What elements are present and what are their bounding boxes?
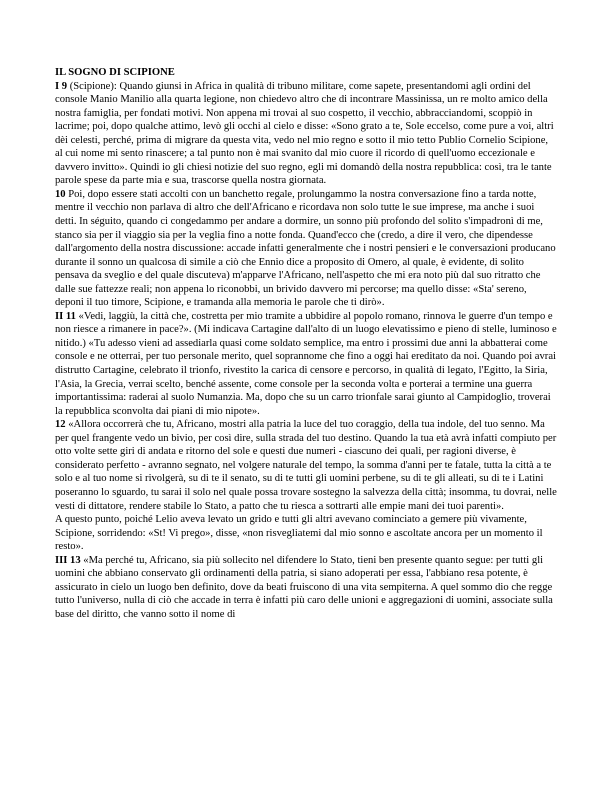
- paragraph-text: «Vedi, laggiù, la città che, costretta per mio tramite a ubbidire al popolo romano, rinnova le guerre d'un tempo e non riesce a rimanere in pace?». (Mi indicava Cartagine dall'alto di un luogo elevatissimo e pieno di stelle, luminoso e nitido.) «Tu adesso vieni ad assediarla quasi come soldato semplice, ma entro i prossimi due anni la abbatterai come console e ne otterrai, per tuo personale merito, quel soprannome che fino a oggi hai ereditato da noi. Quando poi avrai distrutto Cartagine, celebrato il trionfo, rivestito la carica di censore e percorso, in qualità di legato, l'Egitto, la Siria, l'Asia, la Grecia, verrai scelto, benché assente, come console per la seconda volta e porterai a termine una guerra importantissima: raderai al suolo Numanzia. Ma, dopo che su un carro trionfale sarai giunto al Campidoglio, troverai la repubblica sconvolta dai piani di mio nipote».: [55, 310, 557, 417]
- section-number: 10: [55, 188, 66, 200]
- paragraph-text: A questo punto, poiché Lelio aveva levato un grido e tutti gli altri avevano cominciato a gemere più vivamente, Scipione, sorridendo: «St! Vi prego», disse, «non risvegliatemi dal mio sonno e ascoltate ancora per un momento il resto».: [55, 514, 543, 553]
- paragraph-iii-13: [55, 554, 557, 622]
- paragraph-12: [55, 418, 557, 513]
- paragraph-text: (Scipione): Quando giunsi in Africa in qualità di tribuno militare, come sapete, presentandomi agli ordini del console Manio Manilio alla quarta legione, non chiedevo altro che di incontrare Massinissa, un re molto amico della nostra famiglia, per fondati motivi. Non appena mi trovai al suo cospetto, il vecchio, abbracciandomi, scoppiò in lacrime; poi, dopo qualche attimo, levò gli occhi al cielo e disse: «Sono grato a te, Sole eccelso, come pure a voi, altri dèi celesti, perché, prima di migrare da questa vita, vedo nel mio regno e sotto il mio tetto Publio Cornelio Scipione, al cui nome mi sento rinascere; a tal punto non è mai svanito dal mio cuore il ricordo di quell'uomo eccezionale e davvero invitto». Quindi io gli chiesi notizie del suo regno, egli mi domandò della nostra repubblica: così, tra le tante parole spese da parte mia e sua, trascorse quella nostra giornata.: [55, 80, 554, 187]
- section-number: III 13: [55, 554, 81, 566]
- paragraph-10: [55, 188, 557, 310]
- paragraph-text: «Allora occorrerà che tu, Africano, mostri alla patria la luce del tuo coraggio, della tua indole, del tuo senno. Ma per quel frangente vedo un bivio, per così dire, sulla strada del tuo destino. Quando la tua età avrà infatti compiuto per otto volte sette giri di andata e ritorno del sole e questi due numeri - ciascuno dei quali, per ragioni diverse, è considerato perfetto - avranno segnato, nel volgere naturale del tempo, la somma d'anni per te fatale, tutta la città a te solo e al tuo nome si rivolgerà, su di te il senato, su di te tutti gli uomini perbene, su di te gli alleati, su di te i Latini poseranno lo sguardo, tu sarai il solo nel quale possa trovare sostegno la salvezza della città; insomma, tu dovrai, nelle vesti di dittatore, rendere stabile lo Stato, a patto che tu riesca a sottrarti alle empie mani dei tuoi parenti».: [55, 419, 557, 512]
- section-number: II 11: [55, 310, 76, 322]
- paragraph-ii-11: [55, 310, 557, 418]
- paragraph-text: Poi, dopo essere stati accolti con un banchetto regale, prolungammo la nostra conversazione fino a tarda notte, mentre il vecchio non parlava di altro che dell'Africano e ricordava non solo tutte le sue imprese, ma anche i suoi detti. In séguito, quando ci congedammo per andare a dormire, un sonno più profondo del solito s'impadronì di me, stanco sia per il viaggio sia per la veglia fino a notte fonda. Quand'ecco che (credo, a dire il vero, che dipendesse dall'argomento della nostra discussione: accade infatti generalmente che i nostri pensieri e le conversazioni producano durante il sonno un qualcosa di simile a ciò che Ennio dice a proposito di Omero, al quale, è evidente, di solito pensava da sveglio e del quale discuteva) m'apparve l'Africano, nell'aspetto che mi era noto più dal suo ritratto che dalle sue fattezze reali; non appena lo riconobbi, un brivido davvero mi percorse; ma quello disse: «Sta' sereno, deponi il tuo timore, Scipione, e tramanda alla memoria le parole che ti dirò».: [55, 188, 556, 309]
- paragraph-i-9: [55, 80, 557, 188]
- document-title: IL SOGNO DI SCIPIONE: [55, 67, 175, 78]
- section-number: I 9: [55, 80, 68, 92]
- paragraph-lelio: [55, 513, 557, 554]
- paragraph-text: «Ma perché tu, Africano, sia più sollecito nel difendere lo Stato, tieni ben presente quanto segue: per tutti gli uomini che abbiano conservato gli ordinamenti della patria, si siano adoperati per essa, l'abbiano resa potente, è assicurato in cielo un luogo ben definito, dove da beati fruiscono di una vita sempiterna. A quel sommo dio che regge tutto l'universo, nulla di ciò che accade in terra è infatti più caro delle unioni e aggregazioni di uomini, associate sulla base del diritto, che vanno sotto il nome di: [55, 554, 553, 620]
- document-page: [55, 66, 557, 621]
- section-number: 12: [55, 419, 66, 431]
